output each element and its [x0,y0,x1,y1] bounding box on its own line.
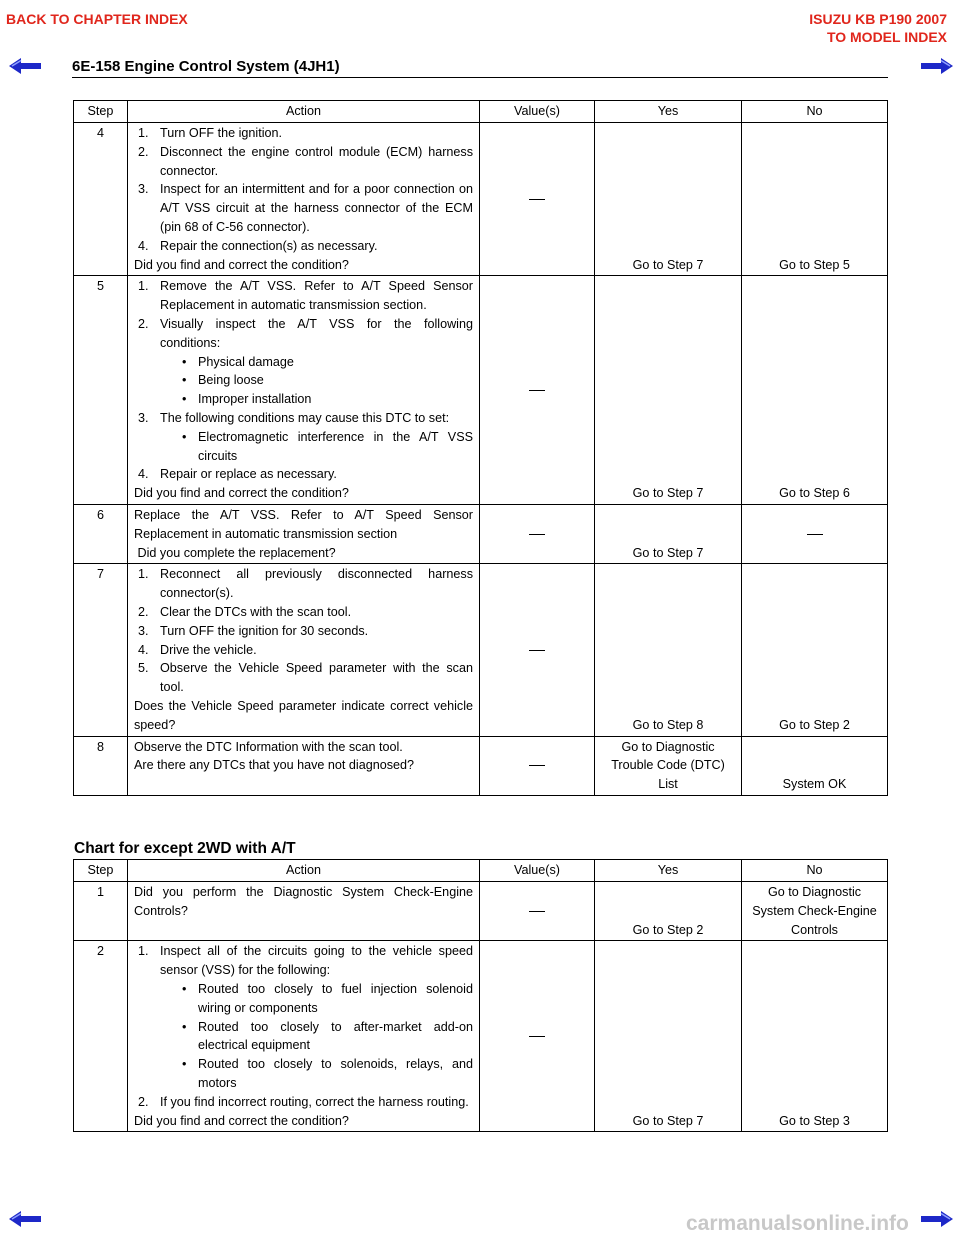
next-page-arrow-icon[interactable] [920,57,954,75]
bullet-item: • Physical damage [134,353,473,372]
back-to-chapter-index-link[interactable]: BACK TO CHAPTER INDEX [6,11,188,27]
action-question: Does the Vehicle Speed parameter indicate correct vehicle speed? [134,698,473,732]
action-item: Repair the connection(s) as necessary. [160,238,378,253]
step-number: 5 [74,276,128,505]
value-cell [480,504,595,563]
action-item: Visually inspect the A/T VSS for the following conditions: [160,316,473,350]
empty-value-dash [529,911,545,912]
no-cell: System OK [742,736,888,795]
bullet-item: • Routed too closely to after-market add-on electrical equipment [134,1018,473,1056]
bullet-item: • Routed too closely to fuel injection solenoid wiring or components [134,980,473,1018]
no-cell: Go to Step 5 [742,123,888,276]
diagnostic-table-1 [73,100,888,796]
yes-cell: Go to Step 7 [595,276,742,505]
action-text: Replace the A/T VSS. Refer to A/T Speed Sensor Replacement in automatic transmission section [134,507,473,541]
section-title: Chart for except 2WD with A/T [74,840,296,857]
action-item: Clear the DTCs with the scan tool. [160,604,352,619]
table-row [74,504,888,563]
header-yes: Yes [595,860,742,882]
step-number: 2 [74,941,128,1132]
table-row [74,123,888,276]
previous-page-arrow-icon[interactable] [8,57,42,75]
step-number: 7 [74,564,128,736]
action-question: Are there any DTCs that you have not diagnosed? [134,758,415,773]
action-text: Observe the DTC Information with the scan tool. [134,739,403,754]
step-number: 8 [74,736,128,795]
table-row [74,882,888,941]
empty-value-dash [529,199,545,200]
action-question: Did you find and correct the condition? [134,486,349,501]
action-item: Observe the Vehicle Speed parameter with the scan tool. [160,661,473,695]
empty-value-dash [529,1036,545,1037]
step-number: 4 [74,123,128,276]
value-cell [480,736,595,795]
model-title-link[interactable]: ISUZU KB P190 2007 [809,11,947,27]
action-item: Turn OFF the ignition for 30 seconds. [160,623,369,638]
empty-value-dash [529,650,545,651]
bullet-item: • Improper installation [134,390,473,409]
page-header: 6E-158 Engine Control System (4JH1) [72,58,340,75]
header-no: No [742,101,888,123]
header-action: Action [128,101,480,123]
table-row [74,941,888,1132]
yes-cell: Go to Step 7 [595,123,742,276]
action-cell: 1. Inspect all of the circuits going to the vehicle speed sensor (VSS) for the following: • Routed too closely to fuel injection solenoid wiring or components • Routed too closely to after-market add-on electrical equipment • Routed too closely to solenoids, relays, and motors 2. If you find incorrect routing, correct the harness routing. Did you find and correct the condition? [128,941,480,1132]
no-cell: Go to Step 3 [742,941,888,1132]
empty-value-dash [529,390,545,391]
value-cell [480,941,595,1132]
action-item: Remove the A/T VSS. Refer to A/T Speed Sensor Replacement in automatic transmission section. [160,279,473,313]
action-question: Did you find and correct the condition? [134,257,349,272]
action-item: Inspect all of the circuits going to the vehicle speed sensor (VSS) for the following: [160,944,473,978]
yes-cell: Go to Step 7 [595,504,742,563]
action-item: If you find incorrect routing, correct the harness routing. [160,1094,469,1109]
table-row [74,564,888,736]
table-header-row [74,860,888,882]
empty-value-dash [529,765,545,766]
action-item: The following conditions may cause this DTC to set: [160,410,450,425]
bullet-item: • Electromagnetic interference in the A/T VSS circuits [134,428,473,466]
action-text: Did you perform the Diagnostic System Check-Engine Controls? [134,885,473,918]
table-row [74,276,888,505]
bullet-item: • Routed too closely to solenoids, relays, and motors [134,1055,473,1093]
empty-value-dash [807,534,823,535]
action-item: Drive the vehicle. [160,642,257,657]
yes-cell: Go to Diagnostic Trouble Code (DTC) List [595,736,742,795]
action-cell: 1. Remove the A/T VSS. Refer to A/T Speed Sensor Replacement in automatic transmission section. 2. Visually inspect the A/T VSS for the following conditions: • Physical damage • Being loose • Improper installation 3. The following conditions may cause this DTC to set: • Electromagnetic interference in the A/T VSS circuits 4. Repair or replace as necessary. Did you find and correct the condition? [128,276,480,505]
no-cell: Go to Diagnostic System Check-Engine Controls [742,882,888,941]
empty-value-dash [529,534,545,535]
action-item: Turn OFF the ignition. [160,126,283,140]
no-cell: Go to Step 2 [742,564,888,736]
previous-page-arrow-icon[interactable] [8,1210,42,1228]
header-action: Action [128,860,480,882]
action-item: Repair or replace as necessary. [160,467,337,482]
action-cell [128,882,480,941]
header-yes: Yes [595,101,742,123]
next-page-arrow-icon[interactable] [920,1210,954,1228]
action-item: Disconnect the engine control module (ECM) harness connector. [160,144,473,178]
to-model-index-link[interactable]: TO MODEL INDEX [826,29,947,45]
value-cell [480,882,595,941]
header-step: Step [74,860,128,882]
action-cell: 1. Reconnect all previously disconnected harness connector(s). 2. Clear the DTCs with the scan tool. 3. Turn OFF the ignition for 30 seconds. 4. Drive the vehicle. 5. Observe the Vehicle Speed parameter with the scan tool. Does the Vehicle Speed parameter indicate correct vehicle speed? [128,564,480,736]
no-cell [742,504,888,563]
yes-cell: Go to Step 2 [595,882,742,941]
bullet-item: • Being loose [134,371,473,390]
value-cell [480,564,595,736]
header-no: No [742,860,888,882]
yes-cell: Go to Step 7 [595,941,742,1132]
header-divider [72,77,888,78]
yes-cell: Go to Step 8 [595,564,742,736]
header-step: Step [74,101,128,123]
action-cell [128,504,480,563]
value-cell [480,276,595,505]
value-cell [480,123,595,276]
header-values: Value(s) [480,101,595,123]
action-cell [128,736,480,795]
watermark: carmanualsonline.info [686,1212,909,1235]
table-header-row [74,101,888,123]
step-number: 1 [74,882,128,941]
action-cell: 1. Turn OFF the ignition. 2. Disconnect the engine control module (ECM) harness connector. 3. Inspect for an intermittent and for a poor connection on A/T VSS circuit at the harness connector of the ECM (pin 68 of C-56 connector). 4. Repair the connection(s) as necessary. Did you find and correct the condition? [128,123,480,276]
header-values: Value(s) [480,860,595,882]
no-cell: Go to Step 6 [742,276,888,505]
action-item: Reconnect all previously disconnected harness connector(s). [160,567,473,601]
action-question: Did you complete the replacement? [134,545,336,560]
action-item: Inspect for an intermittent and for a poor connection on A/T VSS circuit at the harness connector of the ECM (pin 68 of C-56 connector). [160,182,473,234]
table-row [74,736,888,795]
diagnostic-table-2 [73,859,888,1132]
step-number: 6 [74,504,128,563]
action-question: Did you find and correct the condition? [134,1113,349,1128]
